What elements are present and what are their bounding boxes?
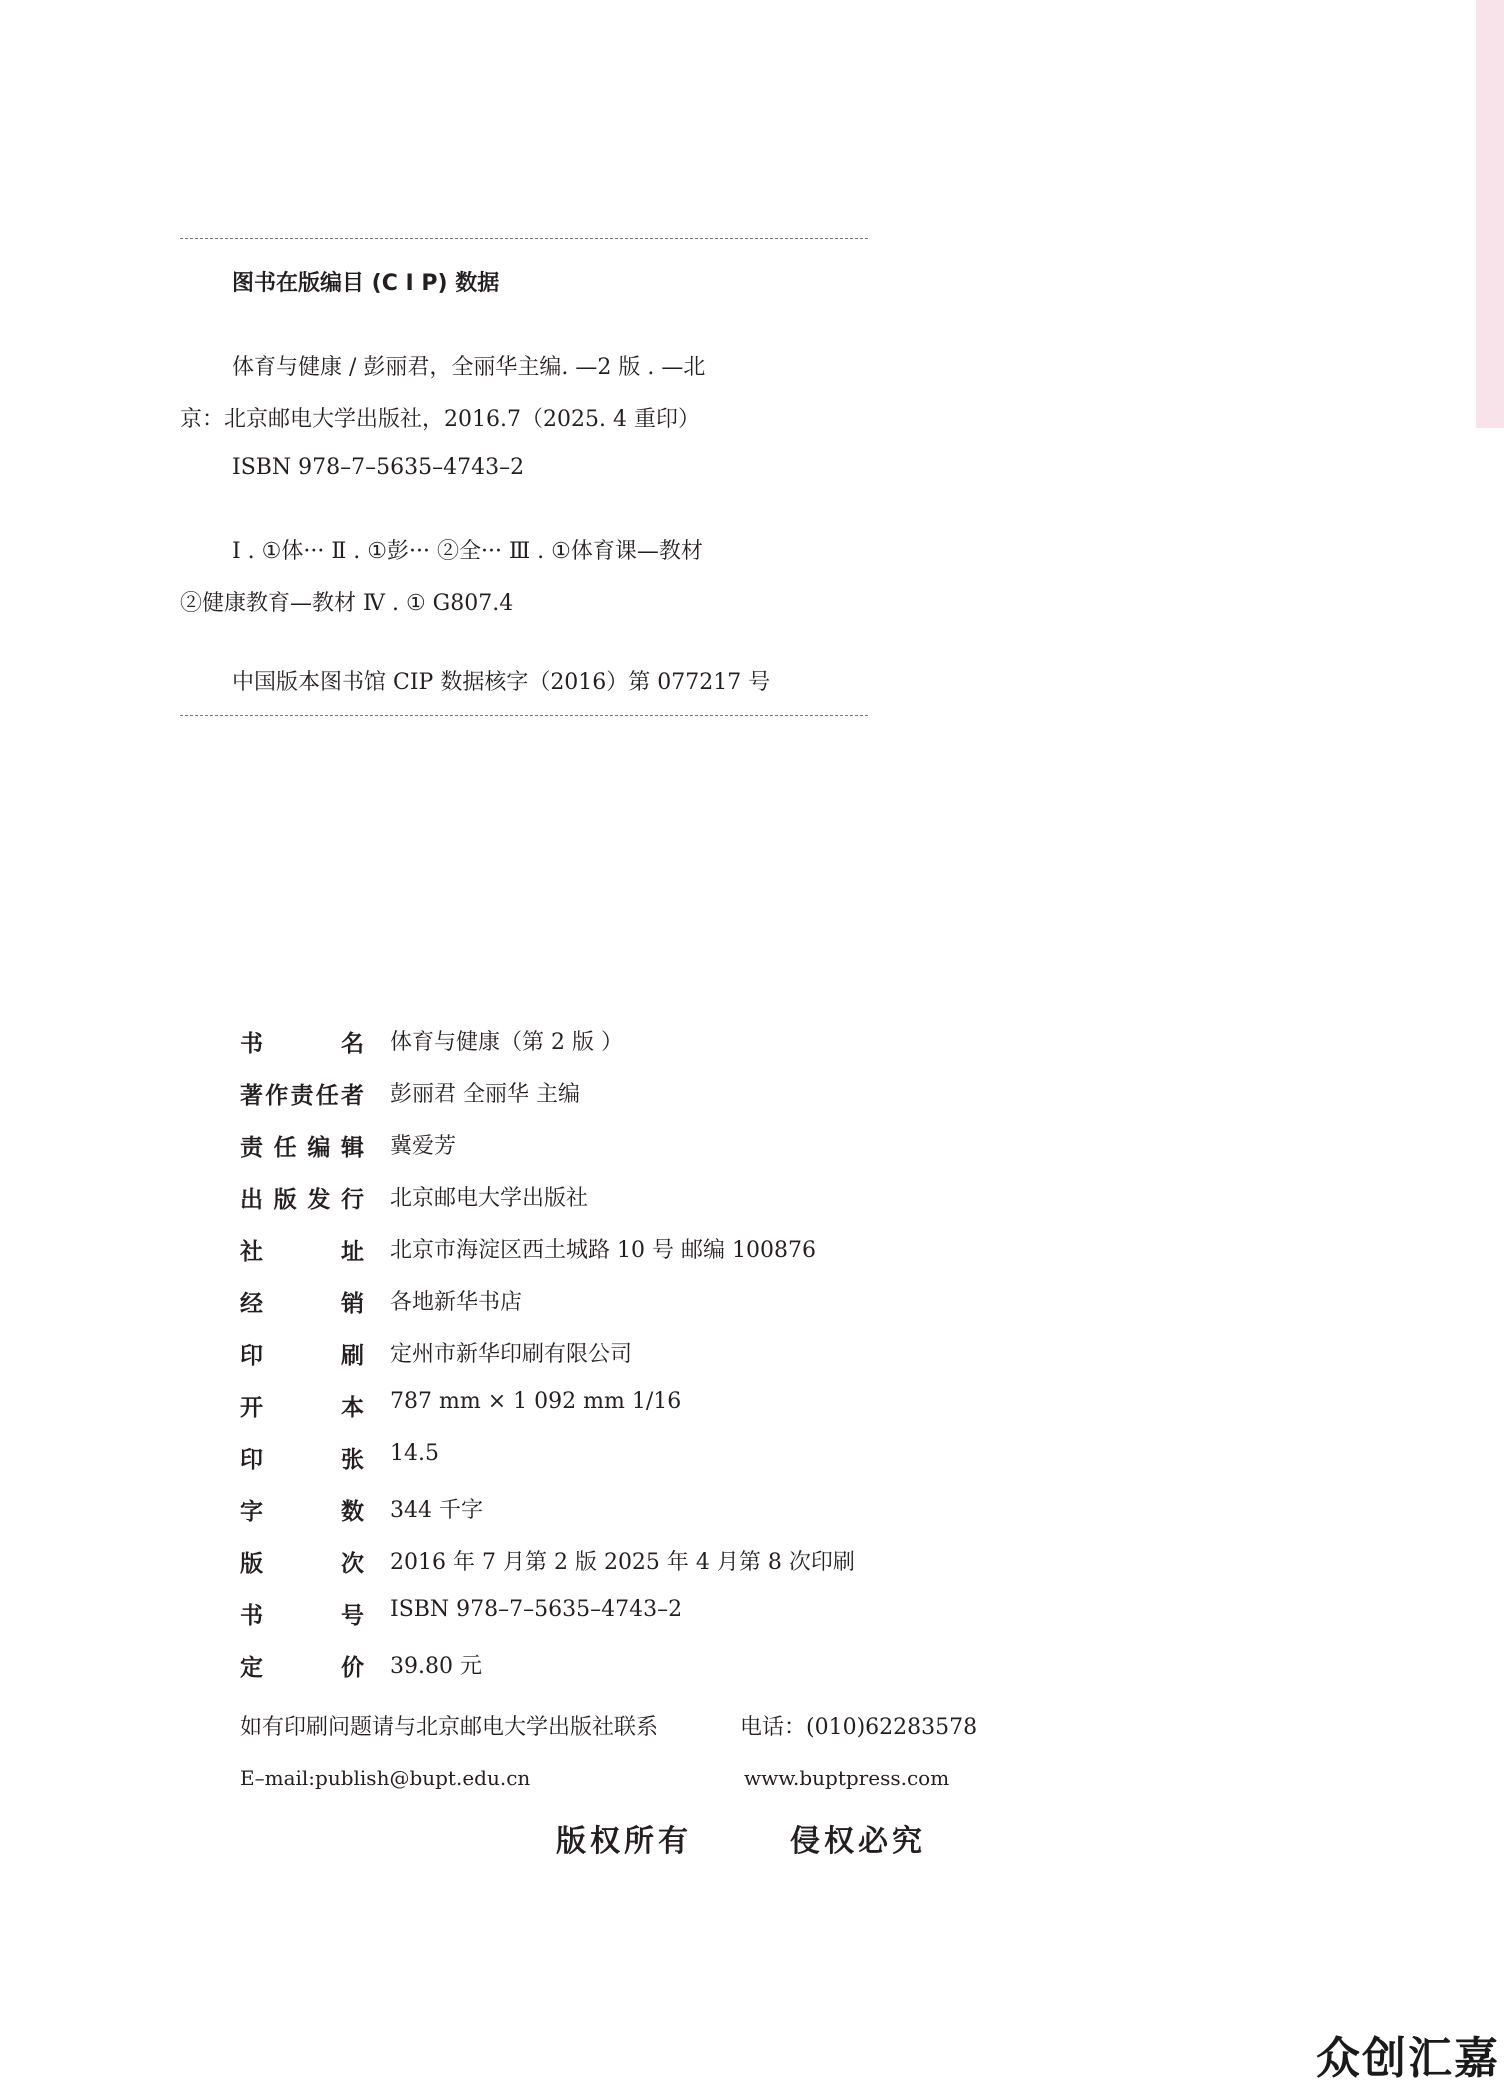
detail-value: 体育与健康（第 2 版 ）	[390, 1030, 623, 1055]
detail-label: 版次	[240, 1551, 364, 1577]
rights-right: 侵权必究	[790, 1824, 926, 1859]
detail-value: 787 mm × 1 092 mm 1/16	[390, 1389, 682, 1414]
detail-value: 北京市海淀区西土城路 10 号 邮编 100876	[390, 1238, 816, 1263]
cip-line-4: Ⅰ . ①体··· Ⅱ . ①彭··· ②全··· Ⅲ . ①体育课—教材	[232, 539, 703, 564]
watermark-logo: 众创汇嘉	[1316, 2033, 1500, 2084]
cip-line-3: ISBN 978–7–5635–4743–2	[232, 455, 525, 480]
detail-value: 14.5	[390, 1441, 439, 1466]
cip-line-5: ②健康教育—教材 Ⅳ . ① G807.4	[180, 591, 514, 616]
contact-phone: 电话：(010)62283578	[740, 1715, 978, 1740]
cip-bottom-divider	[180, 715, 868, 716]
side-tab-decoration	[1476, 0, 1504, 428]
detail-label: 书号	[240, 1603, 364, 1629]
detail-label: 经销	[240, 1291, 364, 1317]
detail-label: 印刷	[240, 1343, 364, 1369]
cip-top-divider	[180, 238, 868, 239]
cip-title: 图书在版编目 (C I P) 数据	[232, 271, 500, 296]
cip-line-1: 体育与健康 / 彭丽君，全丽华主编. —2 版 . —北	[232, 355, 706, 380]
rights-left: 版权所有	[556, 1824, 692, 1859]
contact-website: www.buptpress.com	[744, 1766, 950, 1790]
detail-label: 社址	[240, 1239, 364, 1265]
detail-value: 39.80 元	[390, 1654, 482, 1679]
cip-line-6: 中国版本图书馆 CIP 数据核字（2016）第 077217 号	[232, 670, 771, 695]
detail-value: ISBN 978–7–5635–4743–2	[390, 1597, 683, 1622]
detail-value: 北京邮电大学出版社	[390, 1186, 589, 1211]
detail-label: 出版发行	[240, 1187, 364, 1213]
detail-label: 定价	[240, 1655, 364, 1681]
detail-label: 责任编辑	[240, 1135, 364, 1161]
cip-line-2: 京：北京邮电大学出版社，2016.7（2025. 4 重印）	[180, 407, 700, 432]
detail-value: 定州市新华印刷有限公司	[390, 1342, 633, 1367]
detail-label: 印张	[240, 1447, 364, 1473]
detail-value: 彭丽君 全丽华 主编	[390, 1082, 580, 1107]
detail-label: 著作责任者	[240, 1083, 364, 1109]
detail-label: 开本	[240, 1395, 364, 1421]
detail-value: 各地新华书店	[390, 1290, 523, 1315]
detail-value: 344 千字	[390, 1498, 483, 1523]
detail-value: 2016 年 7 月第 2 版 2025 年 4 月第 8 次印刷	[390, 1550, 855, 1575]
detail-label: 书名	[240, 1031, 364, 1057]
detail-value: 冀爱芳	[390, 1134, 457, 1159]
contact-email: E–mail:publish@bupt.edu.cn	[240, 1766, 531, 1790]
contact-text: 如有印刷问题请与北京邮电大学出版社联系	[240, 1715, 659, 1740]
detail-label: 字数	[240, 1499, 364, 1525]
